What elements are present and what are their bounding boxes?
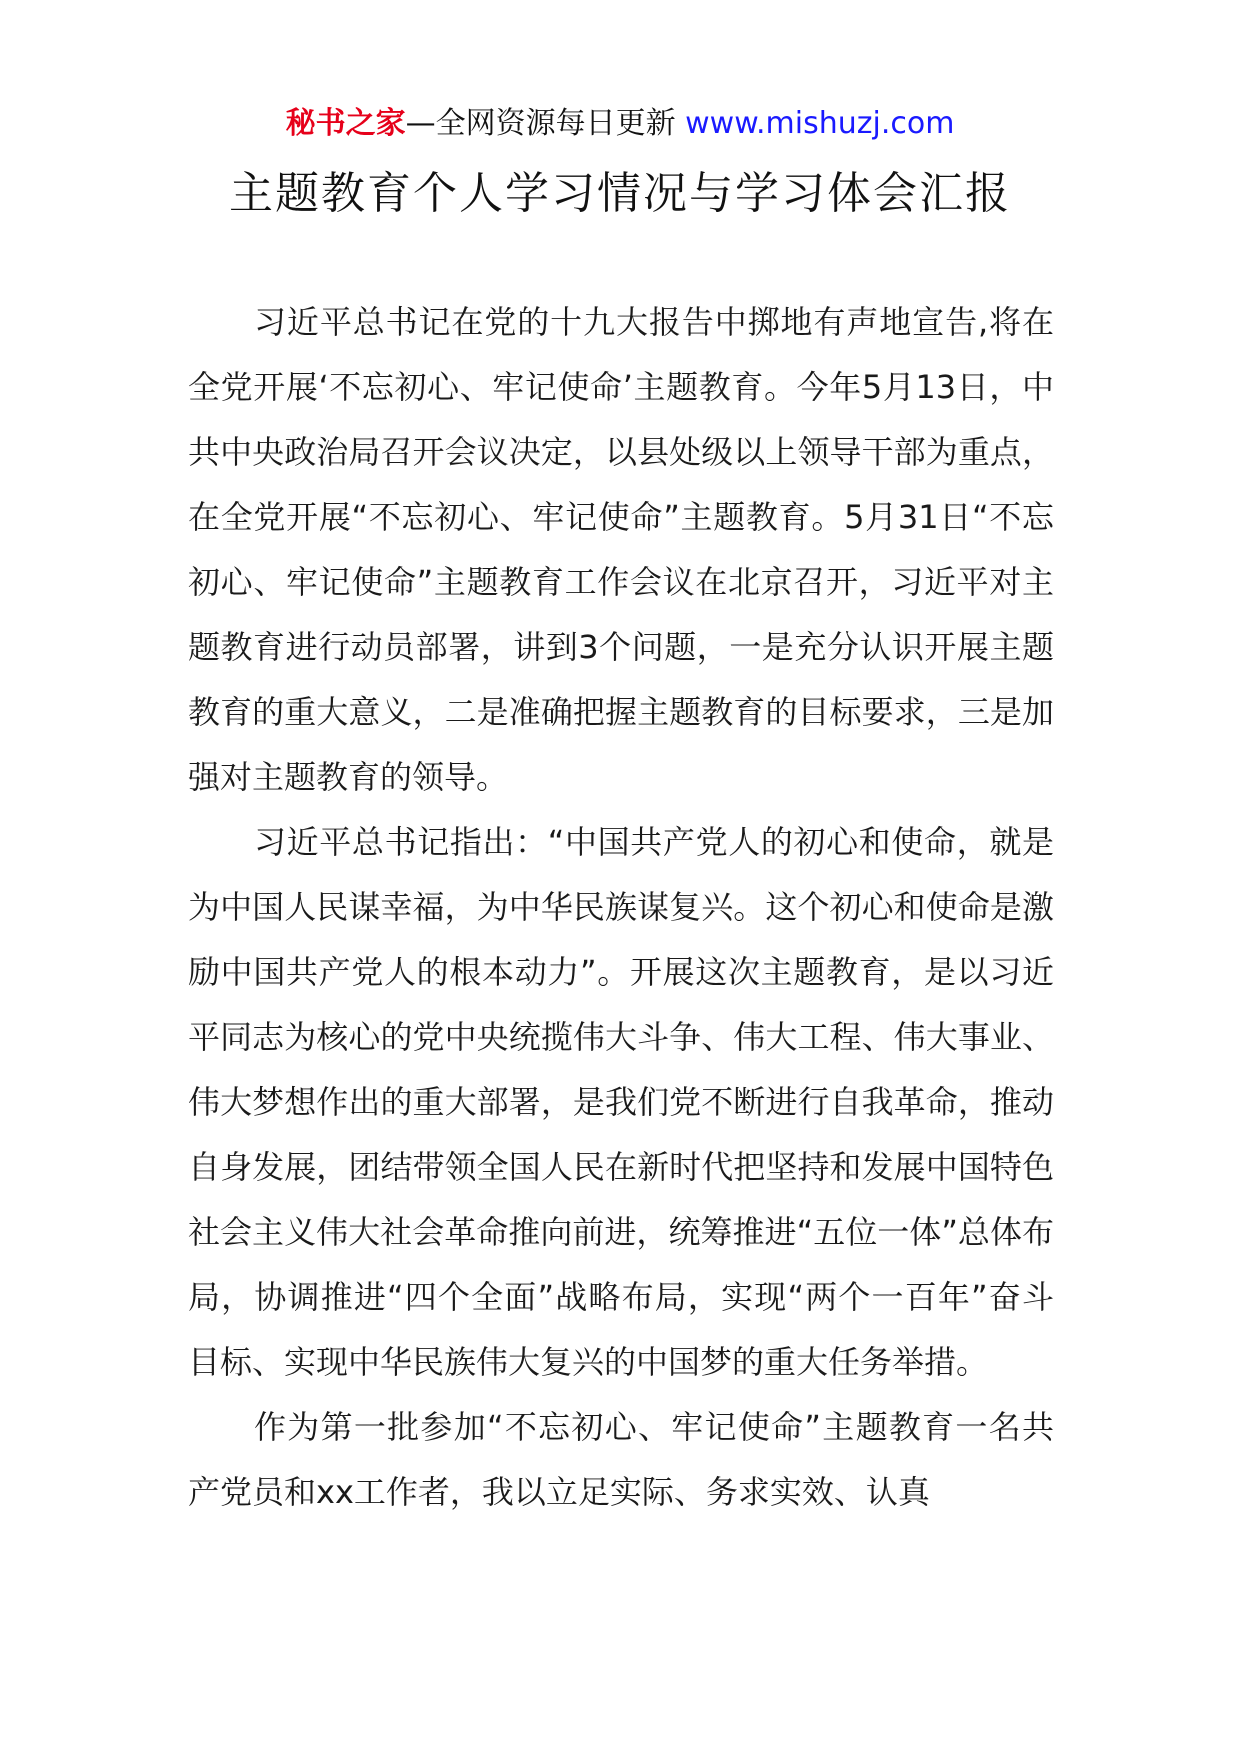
paragraph-2: 习近平总书记指出：“中国共产党人的初心和使命，就是为中国人民谋幸福，为中华民族谋复兴。这个初心和使命是激励中国共产党人的根本动力”。开展这次主题教育，是以习近平同志为核心的党中央统揽伟大斗争、伟大工程、伟大事业、伟大梦想作出的重大部署，是我们党不断进行自我革命，推动自身发展，团结带领全国人民在新时代把坚持和发展中国特色社会主义伟大社会革命推向前进，统筹推进“五位一体”总体布局，协调推进“四个全面”战略布局，实现“两个一百年”奋斗目标、实现中华民族伟大复兴的中国梦的重大任务举措。 [188, 823, 1054, 1381]
site-brand: 秘书之家 [285, 106, 406, 141]
document-body [188, 290, 1054, 1525]
site-url-link[interactable]: www.mishuzj.com [685, 106, 955, 141]
site-tagline: —全网资源每日更新 [405, 106, 676, 141]
paragraph-1: 习近平总书记在党的十九大报告中掷地有声地宣告,将在全党开展‘不忘初心、牢记使命’主题教育。今年5月13日，中共中央政治局召开会议决定，以县处级以上领导干部为重点，在全党开展“不忘初心、牢记使命”主题教育。5月31日“不忘初心、牢记使命”主题教育工作会议在北京召开，习近平对主题教育进行动员部署，讲到3个问题，一是充分认识开展主题教育的重大意义，二是准确把握主题教育的目标要求，三是加强对主题教育的领导。 [188, 303, 1054, 796]
paragraph-3: 作为第一批参加“不忘初心、牢记使命”主题教育一名共产党员和xx工作者，我以立足实际、务求实效、认真 [188, 1408, 1054, 1511]
site-header [0, 100, 1240, 148]
document-title: 主题教育个人学习情况与学习体会汇报 [229, 168, 1011, 219]
